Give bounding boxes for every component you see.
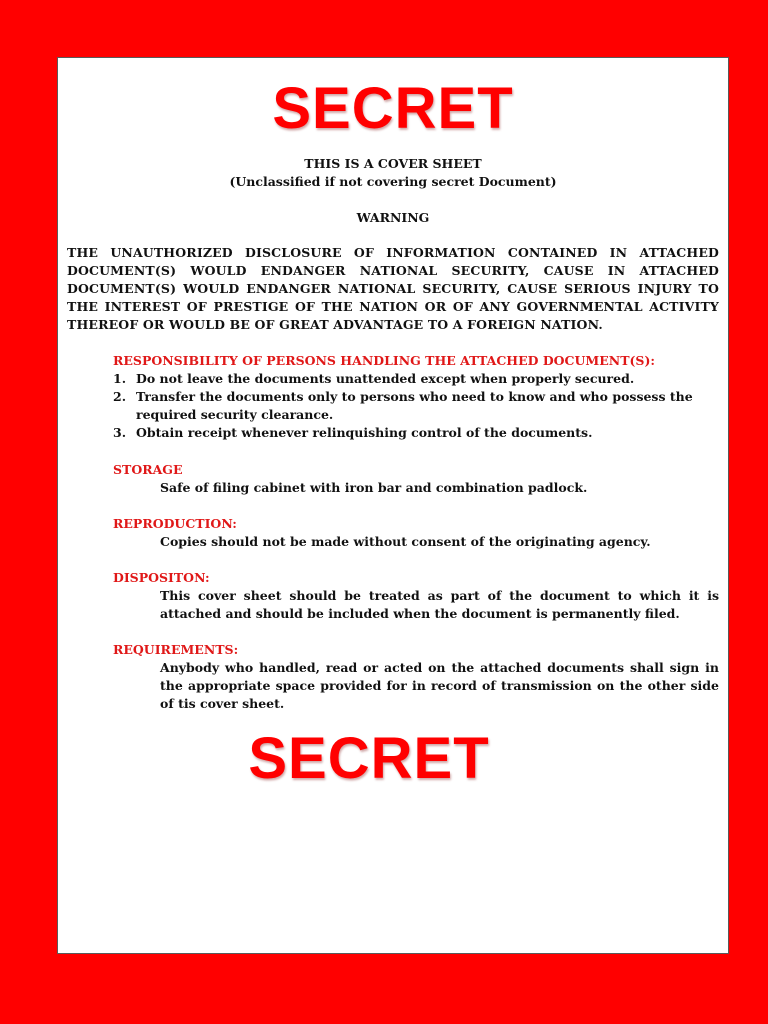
list-item-text: Obtain receipt whenever relinquishing control of the documents. [136, 425, 593, 440]
storage-text: Safe of filing cabinet with iron bar and combination padlock. [160, 480, 588, 495]
storage-section [113, 461, 719, 497]
list-item-number: 1. [113, 371, 127, 386]
list-item-text: Do not leave the documents unattended except when properly secured. [136, 371, 635, 386]
list-item-number: 3. [113, 425, 127, 440]
responsibility-heading: RESPONSIBILITY OF PERSONS HANDLING THE ATTACHED DOCUMENT(S): [113, 353, 655, 368]
list-item [113, 424, 719, 442]
secret-stamp-bottom: SECRET [248, 726, 490, 791]
disposition-section [113, 569, 719, 623]
requirements-section [113, 641, 719, 713]
disposition-text: This cover sheet should be treated as part of the document to which it is attached and should be included when the document is permanently filed. [160, 588, 719, 621]
warning-text: THE UNAUTHORIZED DISCLOSURE OF INFORMATION CONTAINED IN ATTACHED DOCUMENT(S) WOULD ENDANGER NATIONAL SECURITY, CAUSE IN ATTACHED DOCUMENT(S) WOULD ENDANGER NATIONAL SECURITY, CAUSE SERIOUS INJURY TO THE INTEREST OF PRESTIGE OF THE NATION OR OF ANY GOVERNMENTAL ACTIVITY THEREOF OR WOULD BE OF GREAT ADVANTAGE TO A FOREIGN NATION. [67, 245, 719, 332]
reproduction-text: Copies should not be made without consent of the originating agency. [160, 534, 651, 549]
cover-title: THIS IS A COVER SHEET [304, 156, 482, 171]
warning-label: WARNING [356, 210, 430, 225]
reproduction-section [113, 515, 719, 551]
disposition-heading: DISPOSITON: [113, 570, 210, 585]
responsibility-section [113, 352, 719, 442]
reproduction-heading: REPRODUCTION: [113, 516, 237, 531]
list-item [113, 370, 719, 388]
list-item-text: Transfer the documents only to persons who need to know and who possess the required security clearance. [136, 389, 693, 422]
secret-stamp-top: SECRET [272, 76, 514, 141]
requirements-text: Anybody who handled, read or acted on the attached documents shall sign in the appropriate space provided for in record of transmission on the other side of tis cover sheet. [160, 660, 719, 711]
cover-sheet [57, 57, 729, 954]
requirements-heading: REQUIREMENTS: [113, 642, 239, 657]
cover-subtitle: (Unclassified if not covering secret Document) [229, 174, 557, 189]
storage-heading: STORAGE [113, 462, 183, 477]
responsibility-list [113, 370, 719, 442]
list-item-number: 2. [113, 389, 127, 404]
list-item [113, 388, 719, 424]
